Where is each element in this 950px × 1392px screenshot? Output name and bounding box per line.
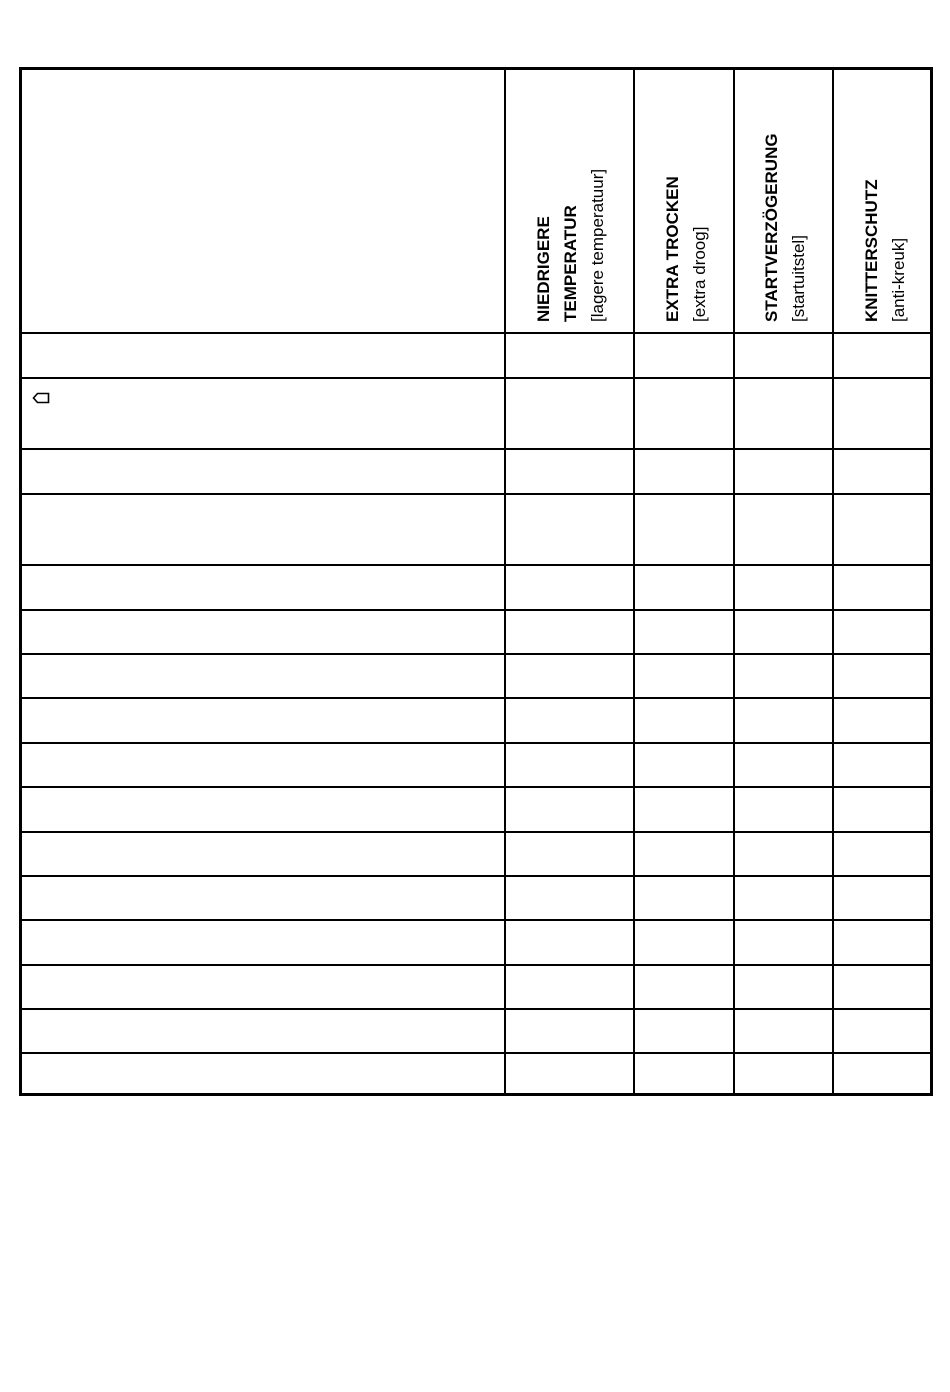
column-divider: [504, 70, 506, 1093]
column-header-de: EXTRA TROCKEN: [663, 176, 682, 322]
column-header-de: KNITTERSCHUTZ: [862, 179, 881, 322]
row-divider: [22, 653, 930, 655]
column-header-nl: [extra droog]: [690, 226, 709, 322]
row-divider: [22, 493, 930, 495]
row-divider: [22, 564, 930, 566]
column-divider: [633, 70, 635, 1093]
row-divider: [22, 786, 930, 788]
row-divider: [22, 448, 930, 450]
column-divider: [733, 70, 735, 1093]
row-divider: [22, 742, 930, 744]
column-header-anti-crease: [858, 70, 928, 332]
tag-icon: [32, 392, 50, 404]
row-divider: [22, 697, 930, 699]
column-divider: [832, 70, 834, 1093]
column-header-nl: [startuitstel]: [789, 235, 808, 322]
row-divider: [22, 875, 930, 877]
column-header-extra-dry: [659, 70, 729, 332]
column-header-de: NIEDRIGERE TEMPERATUR: [534, 205, 580, 322]
row-divider: [22, 1008, 930, 1010]
row-divider: [22, 332, 930, 334]
column-header-nl: [anti-kreuk]: [889, 237, 908, 322]
column-header-nl: [lagere temperatuur]: [588, 168, 607, 322]
row-divider: [22, 377, 930, 379]
column-header-delayed-start: [758, 70, 828, 332]
row-divider: [22, 609, 930, 611]
program-options-table: [19, 67, 933, 1096]
row-divider: [22, 964, 930, 966]
row-divider: [22, 1052, 930, 1054]
column-header-lower-temperature: [530, 70, 630, 332]
column-header-de: STARTVERZÖGERUNG: [762, 133, 781, 322]
row-divider: [22, 831, 930, 833]
row-divider: [22, 919, 930, 921]
